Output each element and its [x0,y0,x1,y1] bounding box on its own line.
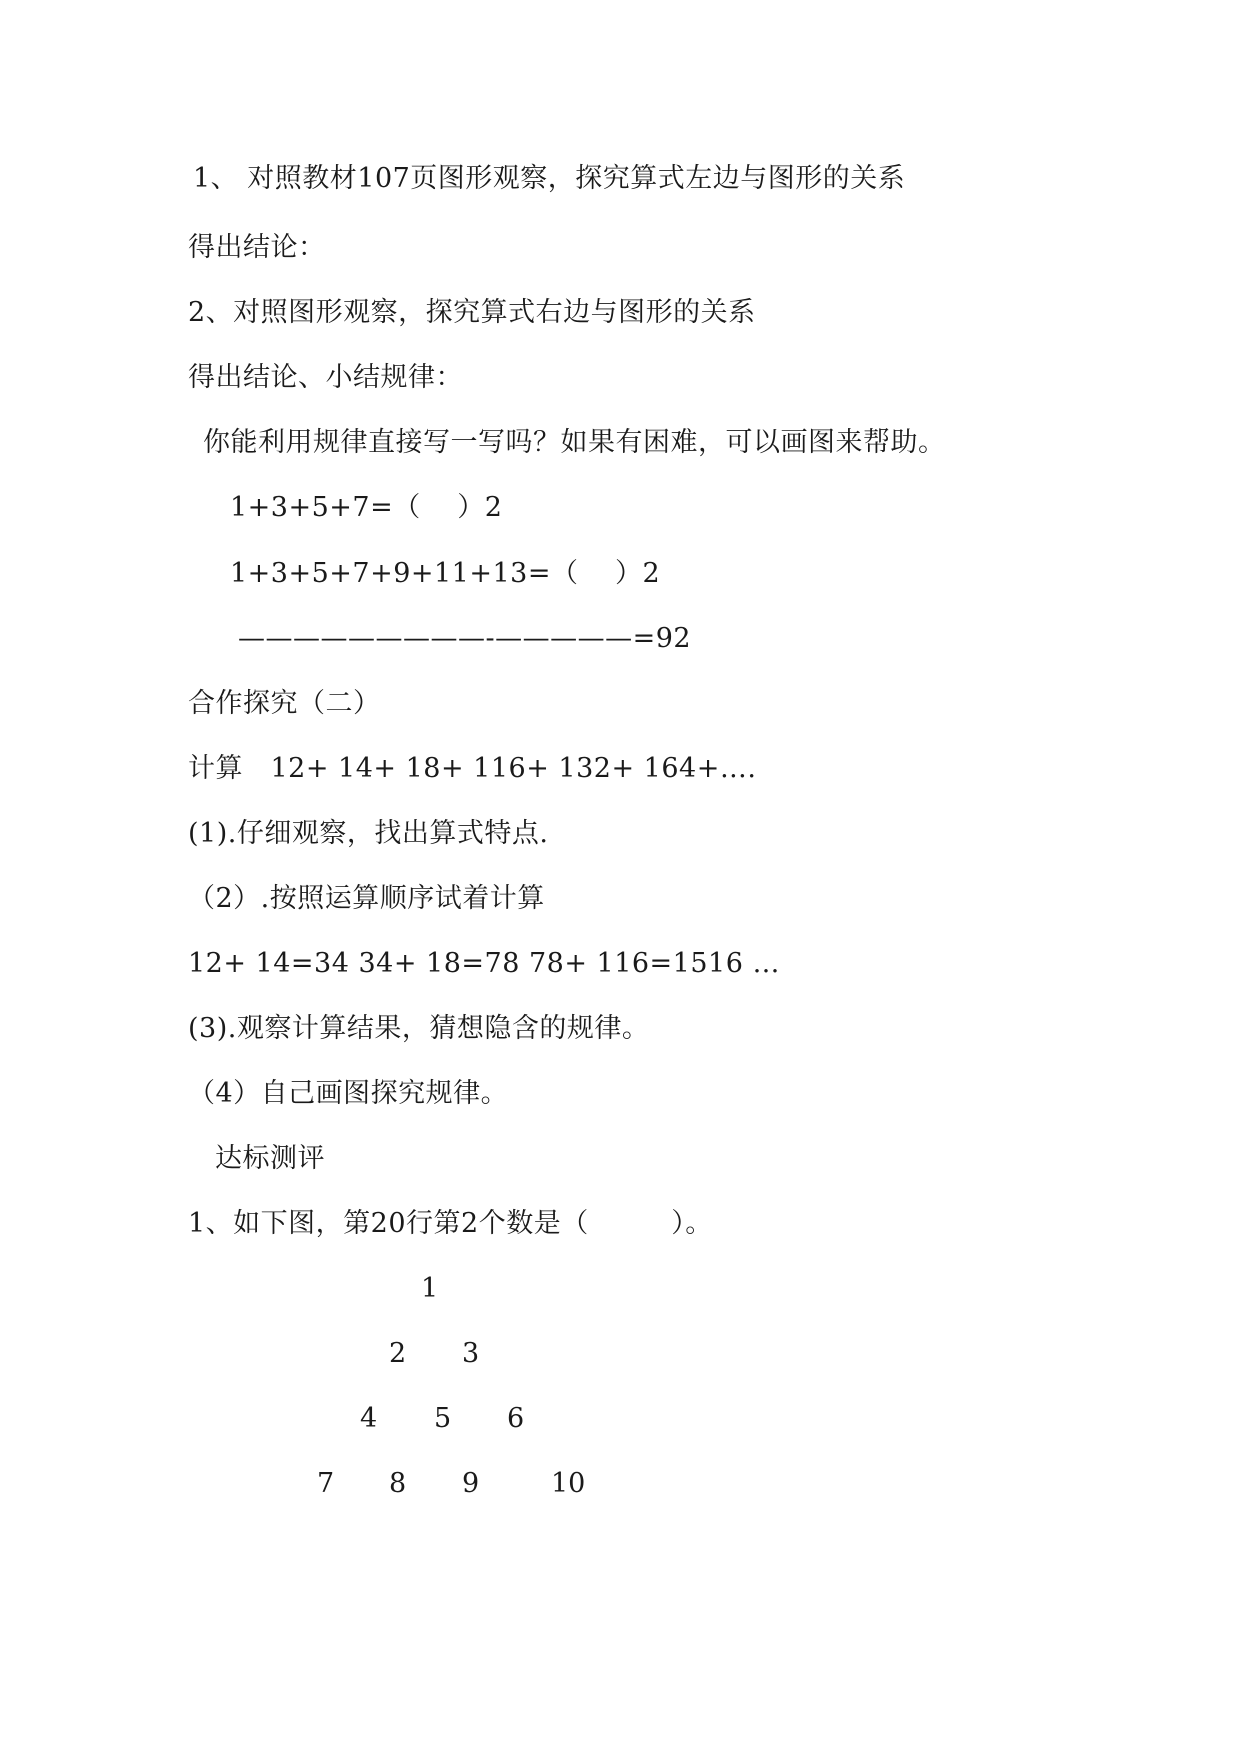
conclusion-label-1: 得出结论： [188,232,326,263]
section-heading-cooperative-inquiry-2: 合作探究（二） [188,688,381,719]
conclusion-summary-label: 得出结论、小结规律： [188,362,463,393]
triangle-number: 4 [360,1403,378,1434]
item-2-compare-right-side: 2、对照图形观察，探究算式右边与图形的关系 [188,297,756,328]
triangle-number: 8 [389,1468,407,1499]
equation-2: 1+3+5+7+9+11+13=（ ）2 [230,558,661,589]
triangle-number: 5 [434,1403,452,1434]
triangle-number: 6 [507,1403,525,1434]
triangle-number: 2 [389,1338,407,1369]
step-1-observe: (1).仔细观察，找出算式特点. [188,818,549,849]
partial-sums: 12+ 14=34 34+ 18=78 78+ 116=1516 … [188,948,780,979]
section-heading-assessment: 达标测评 [215,1143,325,1174]
item-1-compare-left-side: 1、 对照教材107页图形观察，探究算式左边与图形的关系 [193,163,906,194]
question-1: 1、如下图，第20行第2个数是（ ）。 [188,1208,713,1239]
equation-1: 1+3+5+7=（ ）2 [230,492,503,523]
triangle-number: 7 [317,1468,335,1499]
triangle-number: 1 [421,1273,439,1304]
compute-series: 计算 12+ 14+ 18+ 116+ 132+ 164+…. [188,753,757,784]
write-directly-prompt: 你能利用规律直接写一写吗？如果有困难，可以画图来帮助。 [203,427,946,458]
step-4-draw: （4）自己画图探究规律。 [188,1078,509,1109]
triangle-number: 9 [462,1468,480,1499]
equation-3-blank: —————————-—————=92 [238,623,692,654]
triangle-number: 10 [551,1468,586,1499]
step-2-calculate: （2）.按照运算顺序试着计算 [188,883,545,914]
step-3-guess-rule: (3).观察计算结果，猜想隐含的规律。 [188,1013,650,1044]
triangle-number: 3 [462,1338,480,1369]
